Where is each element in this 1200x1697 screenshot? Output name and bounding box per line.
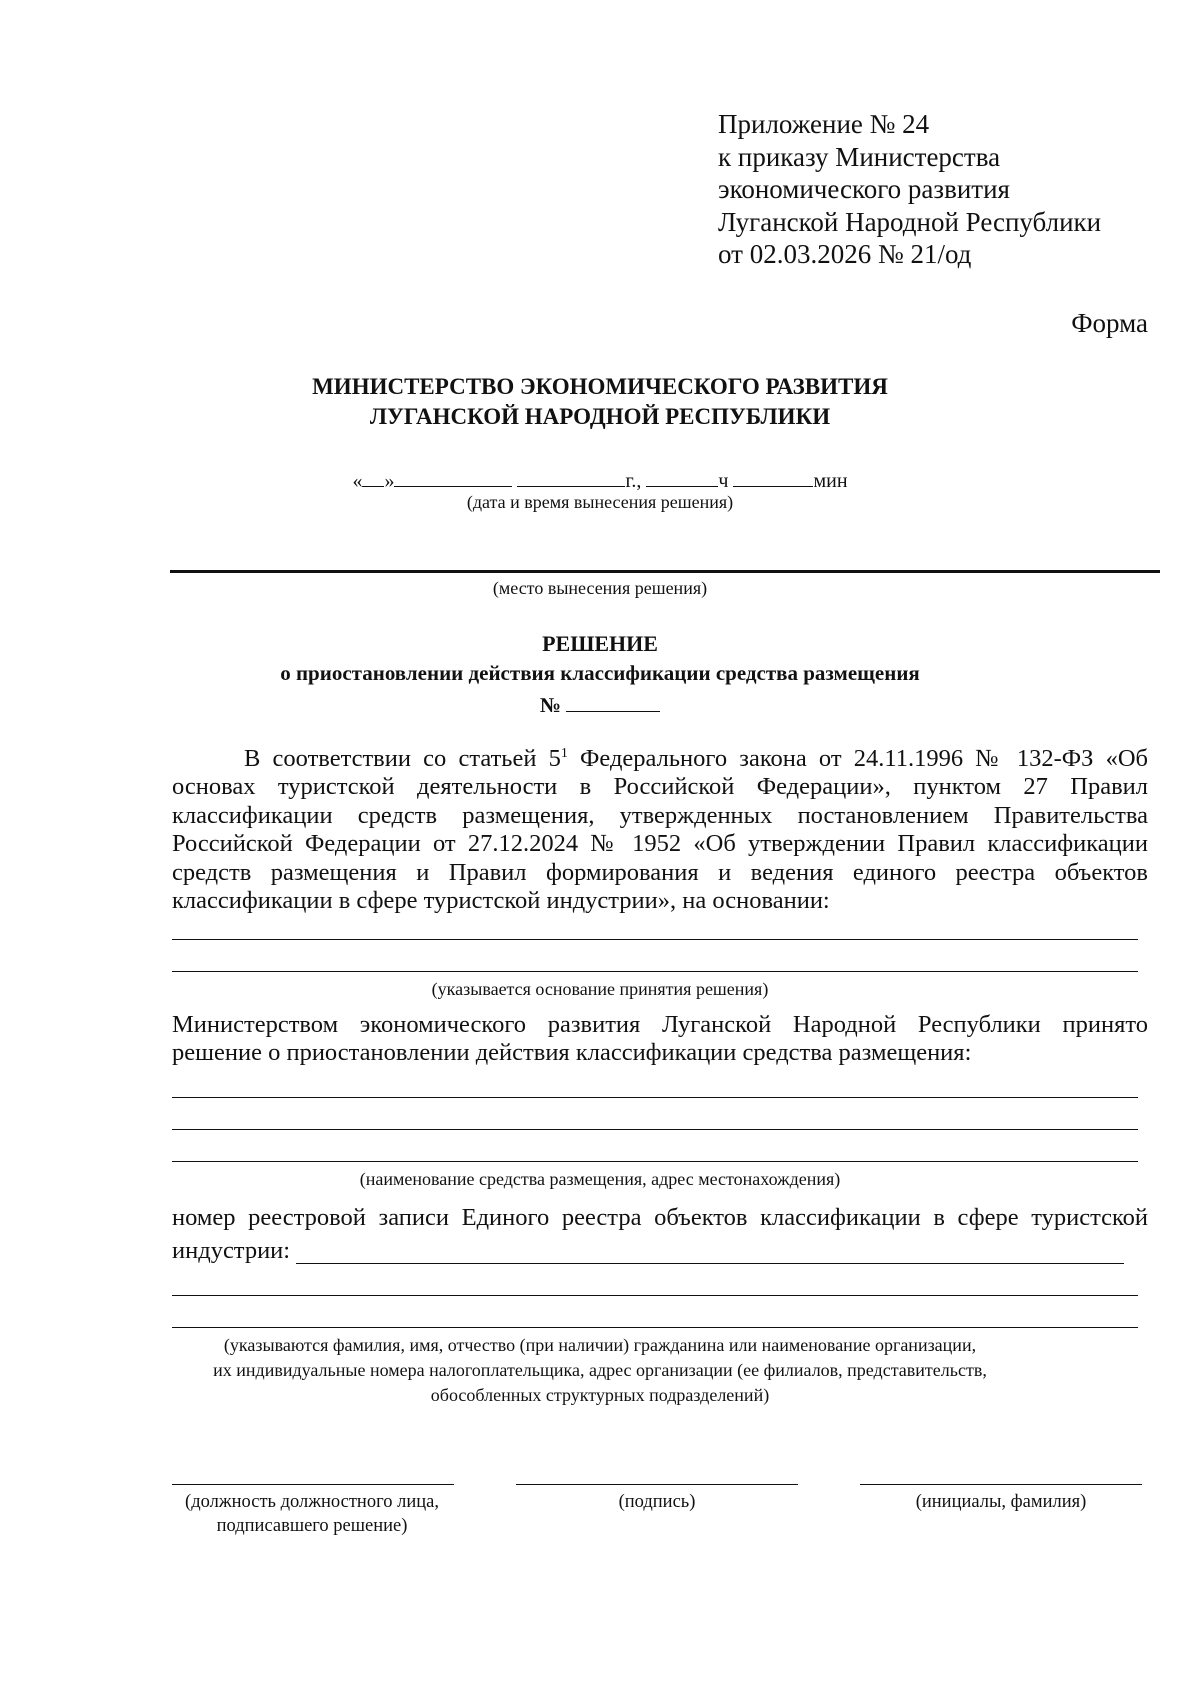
legal-basis-text-rest: Федерального закона от 24.11.1996 № 132-ФЗ «Об основах туристской деятельности в Российской Федерации», пунктом 27 Правил классификации средств размещения, утвержденных постановлением Правительства Российской Федерации от 27.12.2024 № 1952 «Об утверждении Правил классификации средств размещения и Правил формирования и ведения единого реестра объектов классификации в сфере туристской индустрии», на основании:: [172, 745, 1148, 915]
basis-field-line-2[interactable]: [172, 971, 1138, 972]
signature-caption: (подпись): [618, 1492, 696, 1512]
decision-subtitle: о приостановлении действия классификации средства размещения: [280, 661, 920, 685]
person-caption-line-2: их индивидуальные номера налогоплательщика, адрес организации (ее филиалов, представительств,: [213, 1360, 987, 1380]
person-caption-line-3: обособленных структурных подразделений): [430, 1385, 770, 1405]
number-label: №: [539, 693, 561, 717]
position-caption-line-2: подписавшего решение): [216, 1516, 408, 1536]
name-field[interactable]: [860, 1484, 1142, 1485]
place-caption: (место вынесения решения): [492, 578, 708, 598]
position-caption: [162, 1490, 462, 1538]
annex-line-3: экономического развития: [718, 174, 1010, 204]
place-field[interactable]: [170, 570, 1160, 573]
date-time-caption: (дата и время вынесения решения): [466, 492, 734, 512]
basis-caption: (указывается основание принятия решения): [431, 979, 769, 999]
legal-basis-paragraph: [172, 745, 1148, 915]
basis-field-line-1[interactable]: [172, 939, 1138, 940]
person-caption: [0, 1333, 1200, 1408]
facility-field-line-2[interactable]: [172, 1129, 1138, 1130]
minutes-suffix: мин: [813, 470, 848, 492]
facility-field-line-1[interactable]: [172, 1097, 1138, 1098]
date-time-line: [0, 464, 1200, 493]
form-label: Форма: [1071, 308, 1148, 338]
open-quote: «: [352, 470, 363, 492]
person-field-line-2[interactable]: [172, 1327, 1138, 1328]
decision-number-line: [0, 691, 1200, 718]
registry-line-2: индустрии:: [172, 1237, 291, 1264]
ministry-line-2: ЛУГАНСКОЙ НАРОДНОЙ РЕСПУБЛИКИ: [369, 404, 831, 429]
ministry-title: [0, 372, 1200, 432]
facility-field-line-3[interactable]: [172, 1161, 1138, 1162]
registry-number-field[interactable]: [296, 1263, 1124, 1264]
signature-field[interactable]: [516, 1484, 798, 1485]
annex-line-5: от 02.03.2026 № 21/од: [718, 239, 972, 269]
year-suffix: г.,: [625, 470, 642, 492]
decision-paragraph: Министерством экономического развития Луганской Народной Республики принято решение о приостановлении действия классификации средства размещения:: [172, 1011, 1148, 1067]
day-field[interactable]: [362, 464, 384, 487]
legal-basis-text-start: В соответствии со статьей 5: [244, 745, 561, 772]
hours-suffix: ч: [718, 470, 729, 492]
minutes-field[interactable]: [733, 464, 813, 487]
decision-number-field[interactable]: [566, 691, 660, 712]
person-caption-line-1: (указываются фамилия, имя, отчество (при наличии) гражданина или наименование организации,: [223, 1335, 977, 1355]
position-caption-line-1: (должность должностного лица,: [185, 1492, 439, 1512]
close-quote: »: [384, 470, 395, 492]
ministry-line-1: МИНИСТЕРСТВО ЭКОНОМИЧЕСКОГО РАЗВИТИЯ: [312, 374, 888, 399]
position-field[interactable]: [172, 1484, 454, 1485]
annex-line-4: Луганской Народной Республики: [718, 206, 1102, 237]
annex-header: [718, 108, 1101, 271]
month-field[interactable]: [394, 464, 512, 487]
hours-field[interactable]: [646, 464, 718, 487]
article-superscript: 1: [560, 745, 568, 761]
name-caption: (инициалы, фамилия): [915, 1492, 1087, 1512]
decision-title: РЕШЕНИЕ: [542, 631, 658, 656]
facility-caption: (наименование средства размещения, адрес местонахождения): [359, 1169, 841, 1189]
annex-line-2: к приказу Министерства: [718, 141, 1001, 172]
annex-line-1: Приложение № 24: [718, 109, 930, 139]
registry-line-1: номер реестровой записи Единого реестра объектов классификации в сфере туристской: [172, 1204, 1148, 1231]
person-field-line-1[interactable]: [172, 1295, 1138, 1296]
year-field[interactable]: [517, 464, 625, 487]
